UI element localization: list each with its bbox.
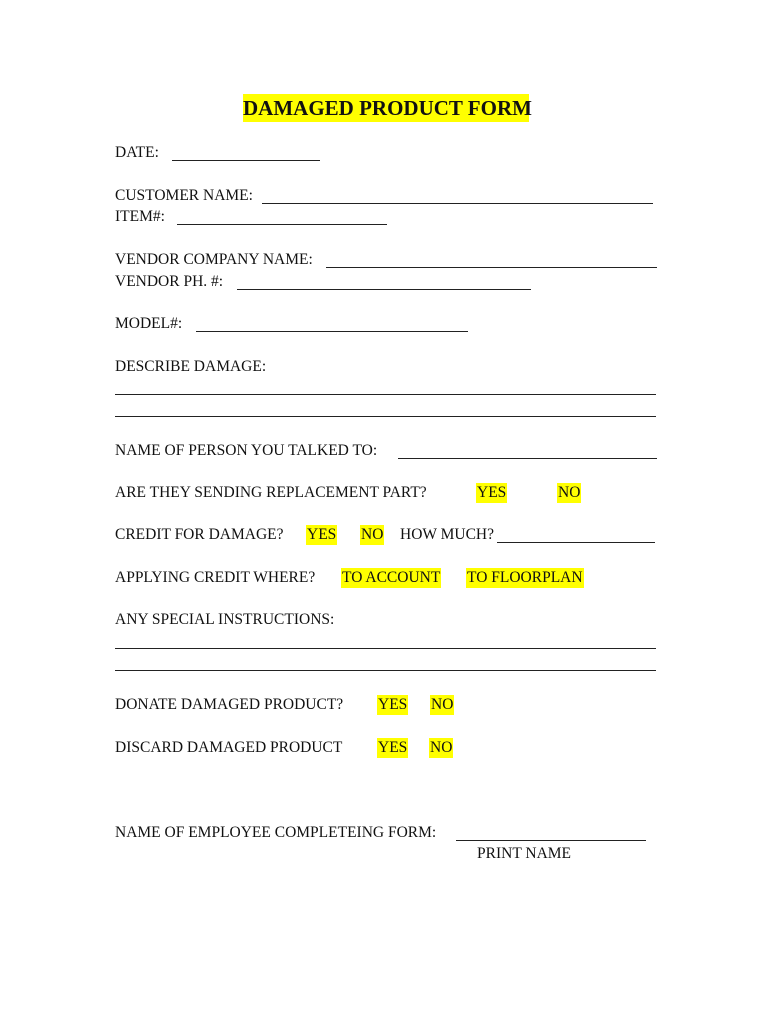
how-much-field[interactable] xyxy=(497,542,655,543)
discard-yes-option[interactable]: YES xyxy=(378,739,408,756)
vendor-phone-label: VENDOR PH. #: xyxy=(115,273,224,290)
to-account-option[interactable]: TO ACCOUNT xyxy=(342,569,441,586)
vendor-phone-field[interactable] xyxy=(237,289,531,290)
credit-no-option[interactable]: NO xyxy=(361,526,384,543)
special-instructions-line-2[interactable] xyxy=(115,670,656,671)
donate-no-option[interactable]: NO xyxy=(431,696,454,713)
describe-damage-label: DESCRIBE DAMAGE: xyxy=(115,358,267,375)
model-number-field[interactable] xyxy=(196,331,468,332)
customer-name-label: CUSTOMER NAME: xyxy=(115,187,253,204)
describe-damage-line-1[interactable] xyxy=(115,394,656,395)
discard-no-option[interactable]: NO xyxy=(430,739,453,756)
replacement-no-option[interactable]: NO xyxy=(558,484,581,501)
replacement-part-label: ARE THEY SENDING REPLACEMENT PART? xyxy=(115,484,427,501)
employee-name-label: NAME OF EMPLOYEE COMPLETEING FORM: xyxy=(115,824,437,841)
special-instructions-line-1[interactable] xyxy=(115,648,656,649)
vendor-company-field[interactable] xyxy=(326,267,657,268)
customer-name-field[interactable] xyxy=(262,203,653,204)
item-number-label: ITEM#: xyxy=(115,208,165,225)
employee-name-field[interactable] xyxy=(456,840,646,841)
date-field[interactable] xyxy=(172,160,320,161)
form-title: DAMAGED PRODUCT FORM xyxy=(243,96,532,120)
how-much-label: HOW MUCH? xyxy=(400,526,494,543)
date-label: DATE: xyxy=(115,144,159,161)
credit-for-damage-label: CREDIT FOR DAMAGE? xyxy=(115,526,284,543)
vendor-company-label: VENDOR COMPANY NAME: xyxy=(115,251,313,268)
item-number-field[interactable] xyxy=(177,224,387,225)
special-instructions-label: ANY SPECIAL INSTRUCTIONS: xyxy=(115,611,335,628)
describe-damage-line-2[interactable] xyxy=(115,416,656,417)
replacement-yes-option[interactable]: YES xyxy=(477,484,507,501)
person-talked-label: NAME OF PERSON YOU TALKED TO: xyxy=(115,442,378,459)
print-name-label: PRINT NAME xyxy=(477,845,572,862)
donate-label: DONATE DAMAGED PRODUCT? xyxy=(115,696,344,713)
model-number-label: MODEL#: xyxy=(115,315,183,332)
discard-label: DISCARD DAMAGED PRODUCT xyxy=(115,739,343,756)
to-floorplan-option[interactable]: TO FLOORPLAN xyxy=(467,569,583,586)
person-talked-field[interactable] xyxy=(398,458,657,459)
applying-credit-label: APPLYING CREDIT WHERE? xyxy=(115,569,316,586)
donate-yes-option[interactable]: YES xyxy=(378,696,408,713)
credit-yes-option[interactable]: YES xyxy=(307,526,337,543)
